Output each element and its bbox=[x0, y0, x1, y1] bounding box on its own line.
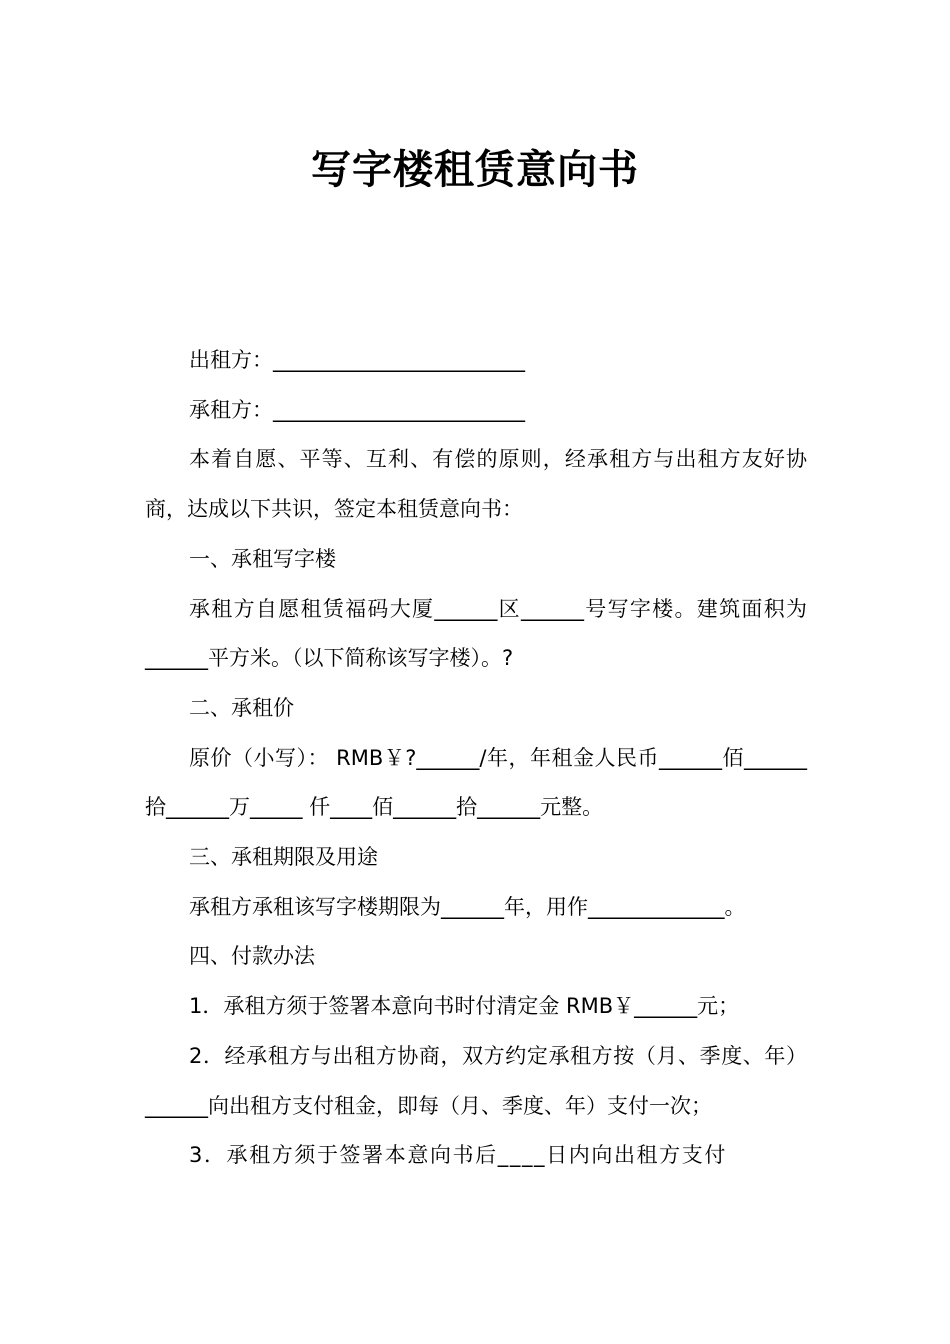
payment-item-2: 2．经承租方与出租方协商，双方约定承租方按（月、季度、年）______向出租方支付租金，即每（月、季度、年）支付一次； bbox=[145, 1043, 807, 1118]
payment-item-1: 1．承租方须于签署本意向书时付清定金 RMB￥______元； bbox=[189, 994, 740, 1019]
document-title: 写字楼租赁意向书 bbox=[311, 146, 639, 193]
document-body bbox=[145, 336, 807, 1181]
section-heading-2: 二、承租价 bbox=[189, 695, 294, 720]
lessee-line: 承租方：________________________ bbox=[189, 397, 525, 422]
lessor-line: 出租方：________________________ bbox=[189, 348, 525, 372]
preamble-paragraph: 本着自愿、平等、互利、有偿的原则，经承租方与出租方友好协商，达成以下共识，签定本租赁意向书： bbox=[145, 447, 807, 522]
section-3-paragraph: 承租方承租该写字楼期限为______年，用作_____________。 bbox=[189, 894, 746, 919]
payment-item-3: 3．承租方须于签署本意向书后____日内向出租方支付 bbox=[189, 1143, 727, 1168]
section-2-paragraph: 原价（小写）： RMB￥?______/年，年租金人民币______佰______ 拾______万_____ 仟____佰______拾______元整。 bbox=[145, 745, 807, 820]
section-1-paragraph: 承租方自愿租赁福码大厦______区______号写字楼。建筑面积为______平方米。（以下简称该写字楼）。? bbox=[145, 596, 807, 671]
section-heading-3: 三、承租期限及用途 bbox=[189, 845, 378, 870]
section-heading-1: 一、承租写字楼 bbox=[189, 546, 336, 571]
section-heading-4: 四、付款办法 bbox=[189, 944, 315, 969]
